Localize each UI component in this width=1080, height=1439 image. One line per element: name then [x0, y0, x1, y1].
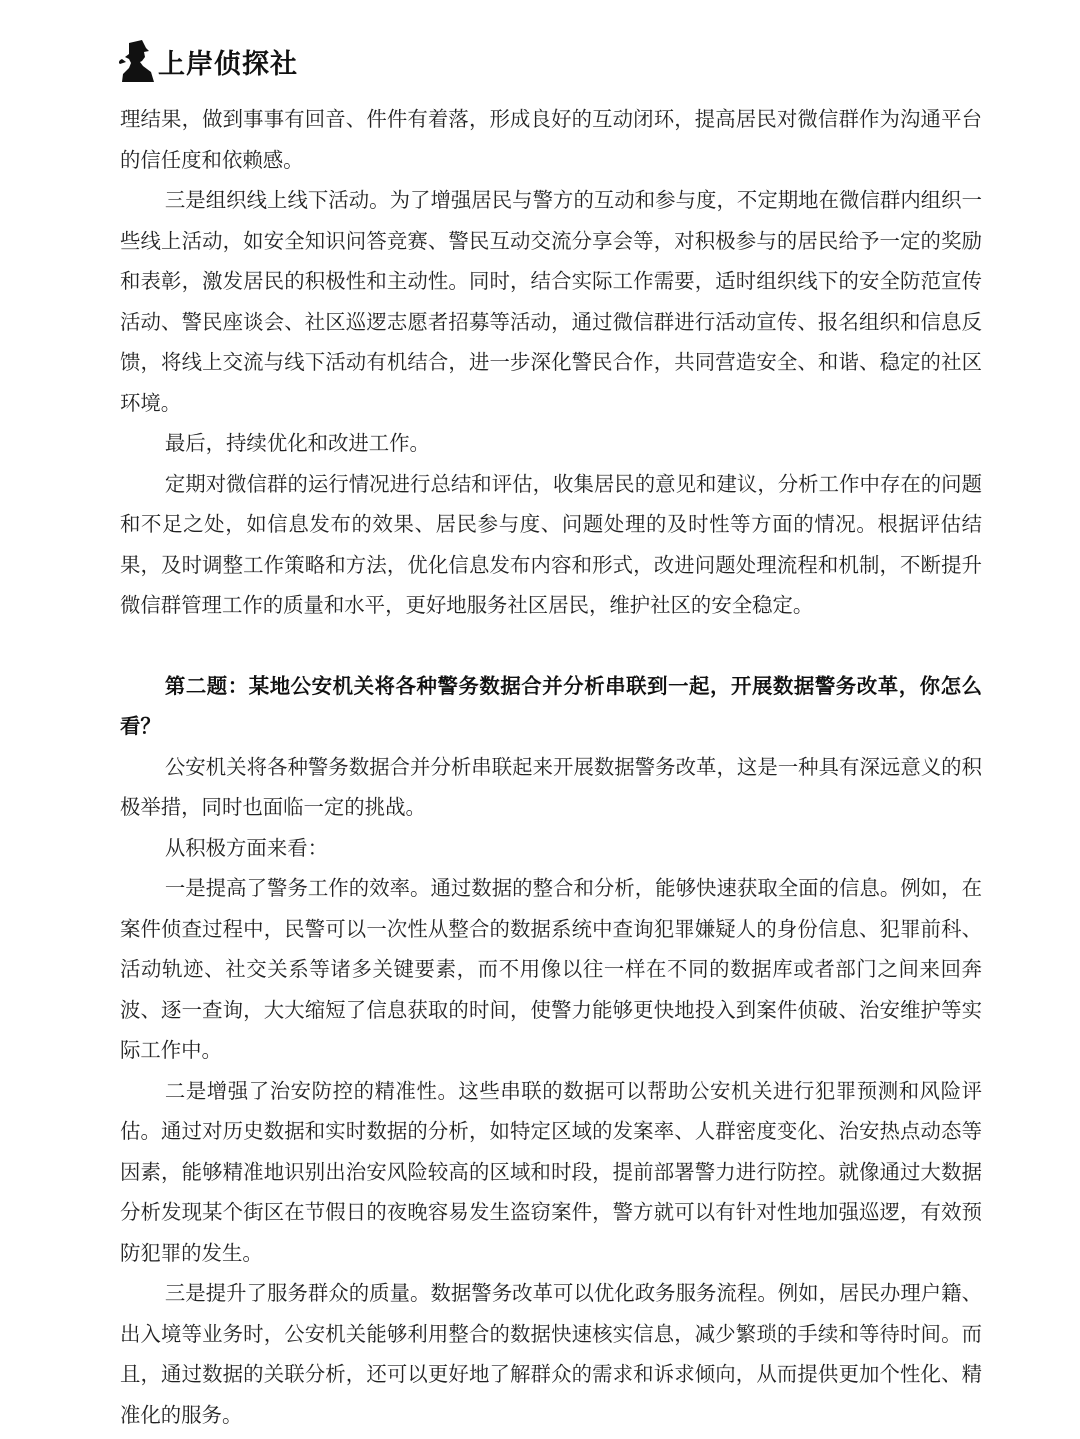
brand-logo [118, 38, 298, 84]
detective-silhouette-icon [118, 39, 156, 83]
paragraph: 最后，持续优化和改进工作。 [164, 431, 430, 455]
paragraph: 理结果，做到事事有回音、件件有着落，形成良好的互动闭环，提高居民对微信群作为沟通平台的信任度和依赖感。 [120, 107, 982, 172]
answer-paragraph: 一是提高了警务工作的效率。通过数据的整合和分析，能够快速获取全面的信息。例如，在案件侦查过程中，民警可以一次性从整合的数据系统中查询犯罪嫌疑人的身份信息、犯罪前科、活动轨迹、社交关系等诸多关键要素，而不用像以往一样在不同的数据库或者部门之间来回奔波、逐一查询，大大缩短了信息获取的时间，使警力能够更快地投入到案件侦破、治安维护等实际工作中。 [120, 876, 982, 1062]
question-heading: 第二题：某地公安机关将各种警务数据合并分析串联到一起，开展数据警务改革，你怎么看？ [120, 673, 982, 738]
answer-paragraph: 三是提升了服务群众的质量。数据警务改革可以优化政务服务流程。例如，居民办理户籍、出入境等业务时，公安机关能够利用整合的数据快速核实信息，减少繁琐的手续和等待时间。而且，通过数据的关联分析，还可以更好地了解群众的需求和诉求倾向，从而提供更加个性化、精准化的服务。 [120, 1281, 982, 1427]
answer-paragraph: 从积极方面来看： [164, 835, 328, 860]
document-body [120, 99, 982, 1435]
answer-paragraph: 二是增强了治安防控的精准性。这些串联的数据可以帮助公安机关进行犯罪预测和风险评估。通过对历史数据和实时数据的分析，如特定区域的发案率、人群密度变化、治安热点动态等因素，能够精准地识别出治安风险较高的区域和时段，提前部署警力进行防控。就像通过大数据分析发现某个街区在节假日的夜晚容易发生盗窃案件，警方就可以有针对性地加强巡逻，有效预防犯罪的发生。 [120, 1078, 982, 1265]
answer-paragraph: 公安机关将各种警务数据合并分析串联起来开展数据警务改革，这是一种具有深远意义的积极举措，同时也面临一定的挑战。 [120, 754, 982, 819]
paragraph: 三是组织线上线下活动。为了增强居民与警方的互动和参与度，不定期地在微信群内组织一些线上活动，如安全知识问答竞赛、警民互动交流分享会等，对积极参与的居民给予一定的奖励和表彰，激发居民的积极性和主动性。同时，结合实际工作需要，适时组织线下的安全防范宣传活动、警民座谈会、社区巡逻志愿者招募等活动，通过微信群进行活动宣传、报名组织和信息反馈，将线上交流与线下活动有机结合，进一步深化警民合作，共同营造安全、和谐、稳定的社区环境。 [120, 188, 982, 415]
section-gap [120, 626, 982, 666]
paragraph: 定期对微信群的运行情况进行总结和评估，收集居民的意见和建议，分析工作中存在的问题和不足之处，如信息发布的效果、居民参与度、问题处理的及时性等方面的情况。根据评估结果，及时调整工作策略和方法，优化信息发布内容和形式，改进问题处理流程和机制，不断提升微信群管理工作的质量和水平，更好地服务社区居民，维护社区的安全稳定。 [120, 471, 982, 617]
brand-name: 上岸侦探社 [158, 48, 298, 80]
